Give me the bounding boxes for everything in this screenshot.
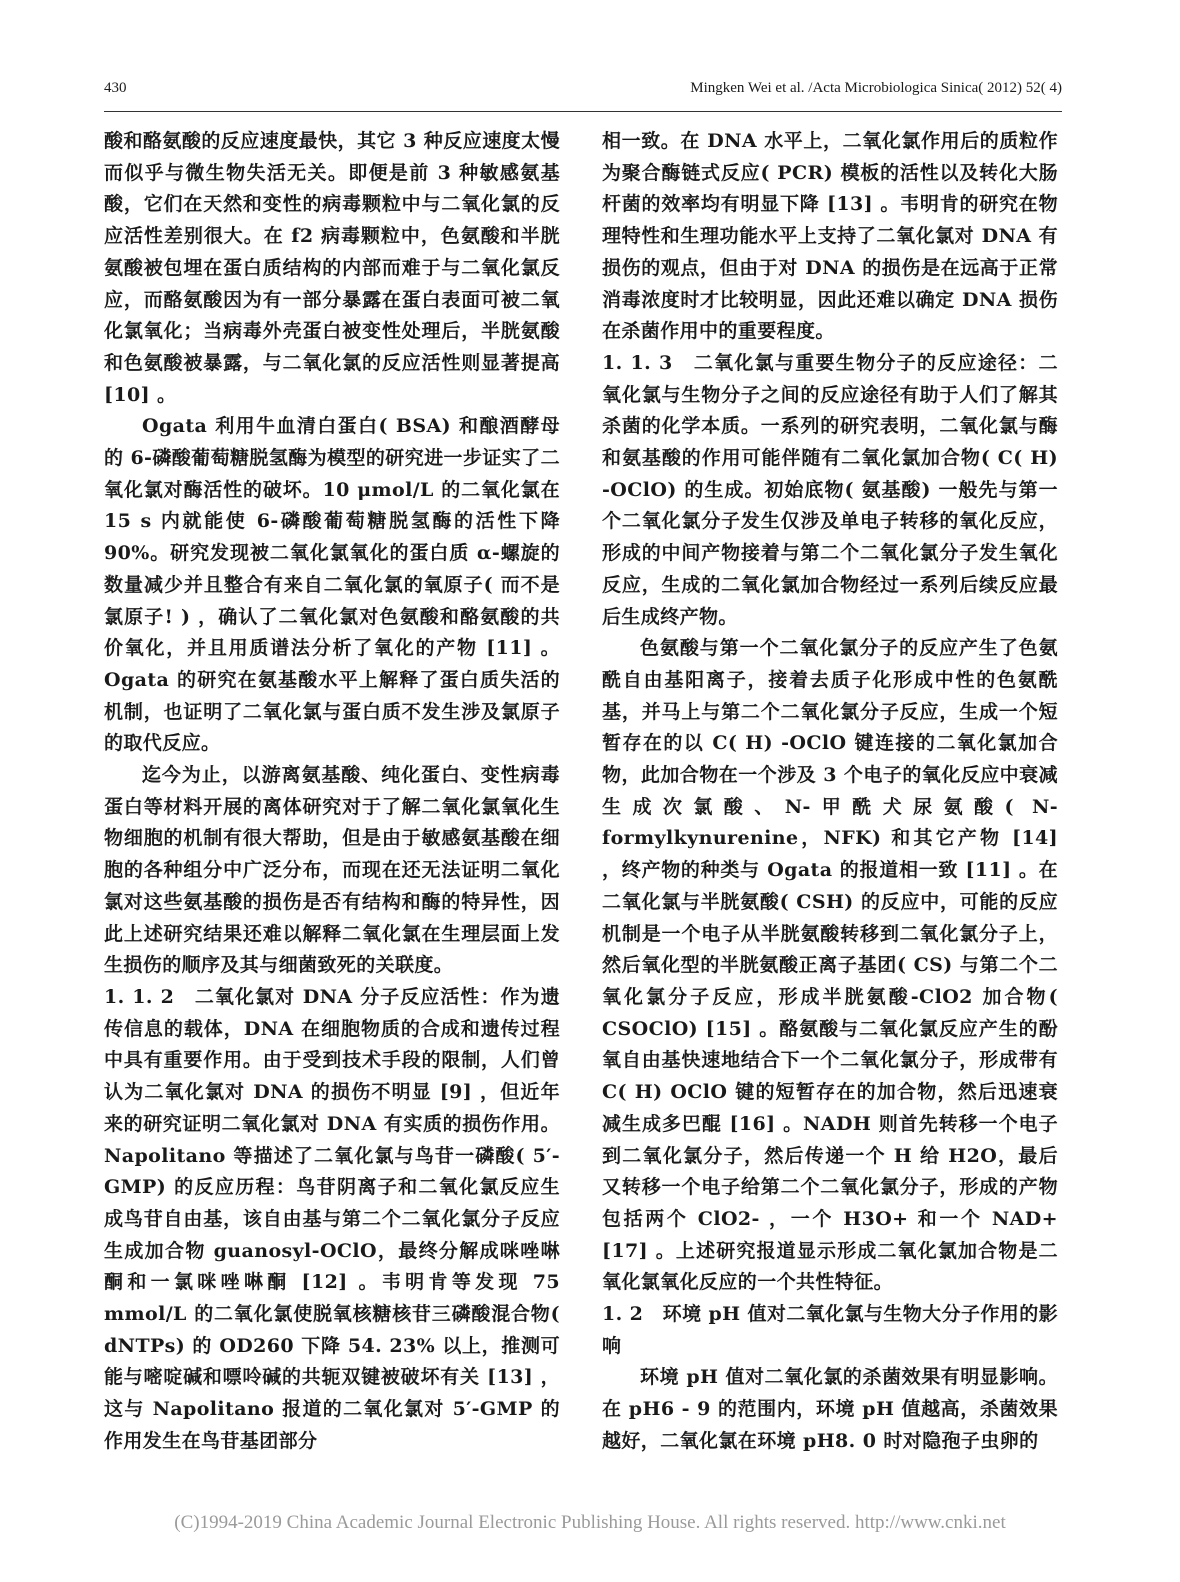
left-column [104,126,560,1458]
section-heading: 1. 1. 3 二氧化氯与重要生物分子的反应途径： [602,351,1039,374]
paragraph: 迄今为止，以游离氨基酸、纯化蛋白、变性病毒蛋白等材料开展的离体研究对于了解二氧化氯氧化生物细胞的机制有很大帮助，但是由于敏感氨基酸在细胞的各种组分中广泛分布，而现在还无法证明二氧化氯对这些氨基酸的损伤是否有结构和酶的特异性，因此上述研究结果还难以解释二氧化氯在生理层面上发生损伤的顺序及其与细菌致死的关联度。 [104,764,560,977]
right-column [602,126,1058,1458]
section-1-1-2 [104,982,560,1458]
paragraph: 色氨酸与第一个二氧化氯分子的反应产生了色氨酰自由基阳离子，接着去质子化形成中性的色氨酰基，并马上与第二个二氧化氯分子反应，生成一个短暂存在的以 C( H) -OClO 键连接的二氧化氯加合物，此加合物在一个涉及 3 个电子的氧化反应中衰减生成次氯酸、N-甲酰犬尿氨酸( N-formylkynurenine，NFK) 和其它产物 [14] ，终产物的种类与 Ogata 的报道相一致 [11] 。在二氧化氯与半胱氨酸( CSH) 的反应中，可能的反应机制是一个电子从半胱氨酸转移到二氧化氯分子上，然后氧化型的半胱氨酸正离子基团( CS) 与第二个二氧化氯分子反应，形成半胱氨酸-ClO2 加合物( CSOClO) [15] 。酪氨酸与二氧化氯反应产生的酚氧自由基快速地结合下一个二氧化氯分子，形成带有 C( H) OClO 键的短暂存在的加合物，然后迅速衰减生成多巴醌 [16] 。NADH 则首先转移一个电子到二氧化氯分子，然后传递一个 H 给 H2O，最后又转移一个电子给第二个二氧化氯分子，形成的产物包括两个 ClO2- ，一个 H3O+ 和一个 NAD+ [17] 。上述研究报道显示形成二氧化氯加合物是二氧化氯氧化反应的一个共性特征。 [602,637,1058,1294]
paragraph-text: 二氧化氯与生物分子之间的反应途径有助于人们了解其杀菌的化学本质。一系列的研究表明，二氧化氯与酶和氨基酸的作用可能伴随有二氧化氯加合物( C( H) -OClO) 的生成。初始底物( 氨基酸) 一般先与第一个二氧化氯分子发生仅涉及单电子转移的氧化反应，形成的中间产物接着与第二个二氧化氯分子发生氧化反应，生成的二氧化氯加合物经过一系列后续反应最后生成终产物。 [602,351,1058,628]
running-head: Mingken Wei et al. /Acta Microbiologica Sinica( 2012) 52( 4) [690,80,1062,96]
section-1-1-3 [602,348,1058,633]
paragraph: Ogata 利用牛血清白蛋白( BSA) 和酿酒酵母的 6-磷酸葡萄糖脱氢酶为模型的研究进一步证实了二氧化氯对酶活性的破坏。10 μmol/L 的二氧化氯在 15 s 内就能使 6-磷酸葡萄糖脱氢酶的活性下降 90%。研究发现被二氧化氯氧化的蛋白质 α-螺旋的数量减少并且整合有来自二氧化氯的氧原子( 而不是氯原子! ) ，确认了二氧化氯对色氨酸和酪氨酸的共价氧化，并且用质谱法分析了氧化的产物 [11] 。Ogata 的研究在氨基酸水平上解释了蛋白质失活的机制，也证明了二氧化氯与蛋白质不发生涉及氯原子的取代反应。 [104,415,560,755]
section-heading-1-2: 1. 2 环境 pH 值对二氧化氯与生物大分子作用的影响 [602,1303,1058,1357]
paragraph: 环境 pH 值对二氧化氯的杀菌效果有明显影响。在 pH6 - 9 的范围内，环境 pH 值越高，杀菌效果越好，二氧化氯在环境 pH8. 0 时对隐孢子虫卵的 [602,1366,1058,1452]
paragraph: 酸和酪氨酸的反应速度最快，其它 3 种反应速度太慢而似乎与微生物失活无关。即便是前 3 种敏感氨基酸，它们在天然和变性的病毒颗粒中与二氧化氯的反应活性差别很大。在 f2 病毒颗粒中，色氨酸和半胱氨酸被包埋在蛋白质结构的内部而难于与二氧化氯反应，而酪氨酸因为有一部分暴露在蛋白表面可被二氧化氯氧化；当病毒外壳蛋白被变性处理后，半胱氨酸和色氨酸被暴露，与二氧化氯的反应活性则显著提高 [10] 。 [104,130,560,406]
page-number: 430 [104,80,127,96]
section-heading: 1. 1. 2 二氧化氯对 DNA 分子反应活性： [104,985,501,1008]
copyright-footer: (C)1994-2019 China Academic Journal Electronic Publishing House. All rights reserved. http://www.cnki.net [174,1512,1006,1533]
header-rule [104,111,1062,112]
paragraph: 相一致。在 DNA 水平上，二氧化氯作用后的质粒作为聚合酶链式反应( PCR) 模板的活性以及转化大肠杆菌的效率均有明显下降 [13] 。韦明肯的研究在物理特性和生理功能水平上支持了二氧化氯对 DNA 有损伤的观点，但由于对 DNA 的损伤是在远高于正常消毒浓度时才比较明显，因此还难以确定 DNA 损伤在杀菌作用中的重要程度。 [602,130,1058,343]
paragraph-text: 作为遗传信息的载体，DNA 在细胞物质的合成和遗传过程中具有重要作用。由于受到技术手段的限制，人们曾认为二氧化氯对 DNA 的损伤不明显 [9] ，但近年来的研究证明二氧化氯对 DNA 有实质的损伤作用。Napolitano 等描述了二氧化氯与鸟苷一磷酸( 5′-GMP) 的反应历程：鸟苷阴离子和二氧化氯反应生成鸟苷自由基，该自由基与第二个二氧化氯分子反应生成加合物 guanosyl-OClO，最终分解成咪唑啉酮和一氯咪唑啉酮 [12] 。韦明肯等发现 75 mmol/L 的二氧化氯使脱氧核糖核苷三磷酸混合物( dNTPs) 的 OD260 下降 54. 23% 以上，推测可能与嘧啶碱和嘌呤碱的共轭双键被破坏有关 [13] ，这与 Napolitano 报道的二氧化氯对 5′-GMP 的作用发生在鸟苷基团部分 [104,985,561,1452]
